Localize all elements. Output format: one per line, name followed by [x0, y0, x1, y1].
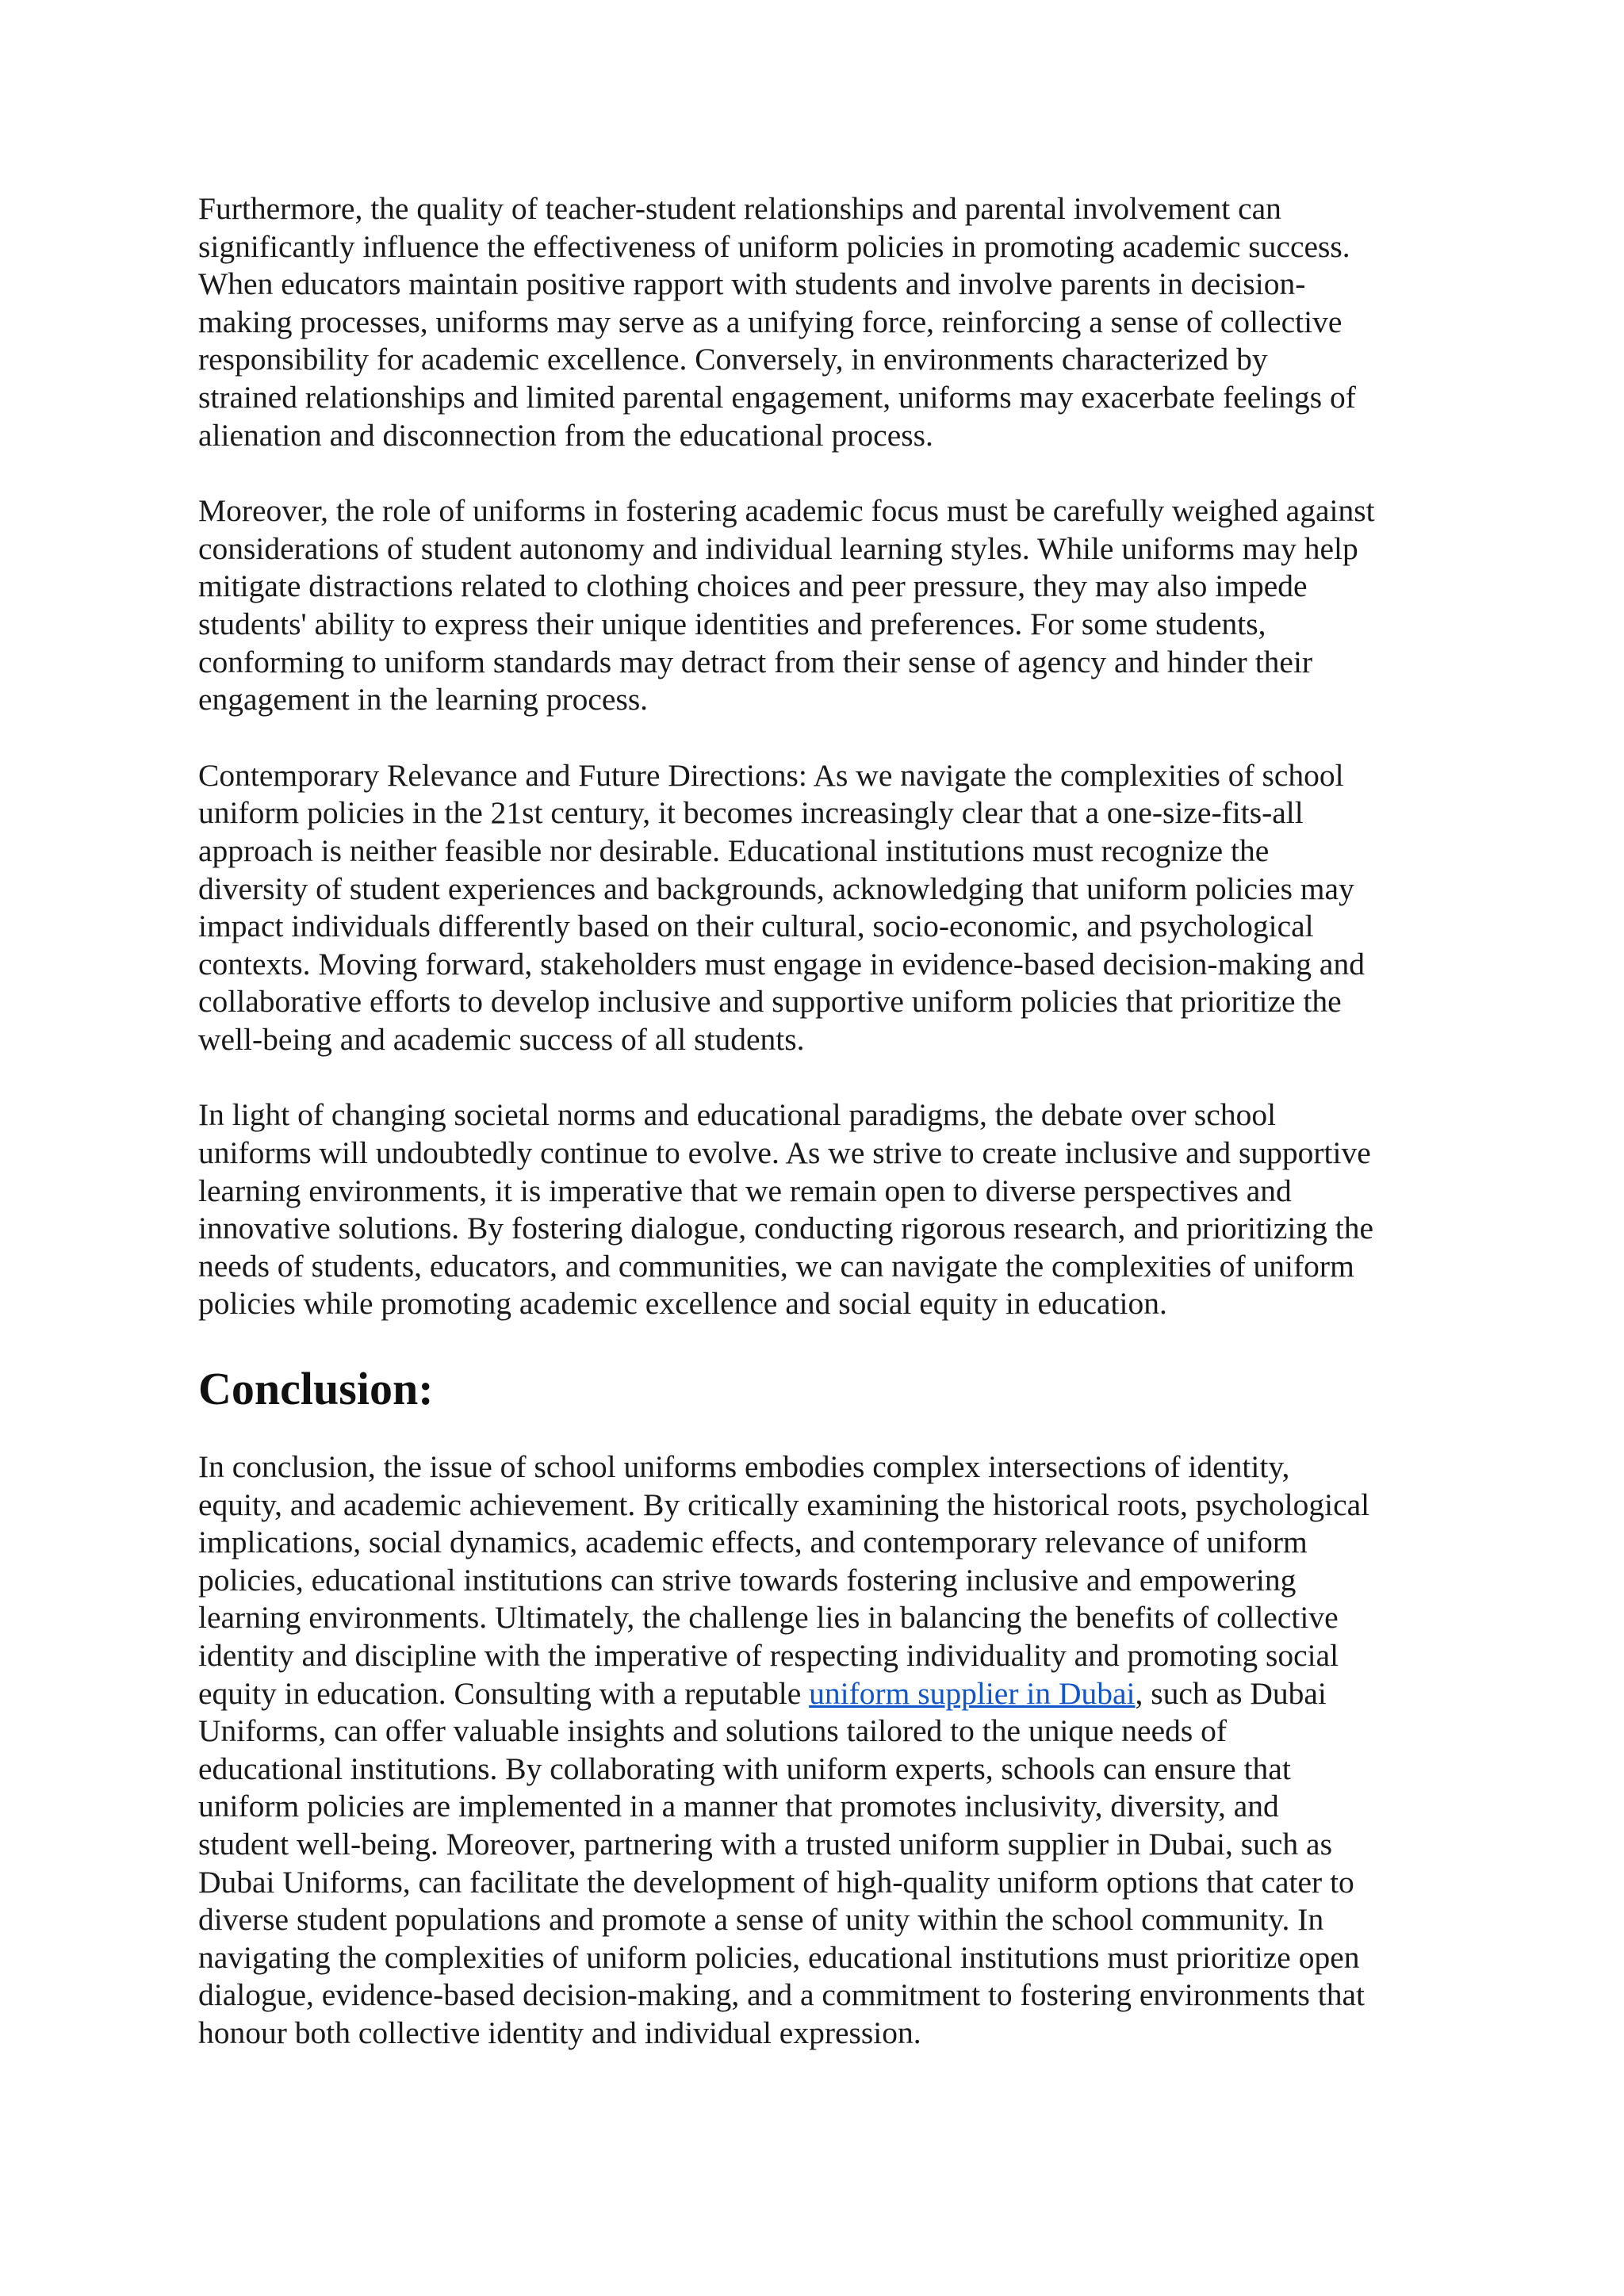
uniform-supplier-link[interactable]: uniform supplier in Dubai	[809, 1675, 1136, 1711]
paragraph-changing-norms: In light of changing societal norms and educational paradigms, the debate over school uniforms will undoubtedly continue to evolve. As we strive to create inclusive and supportive learning environments, it is imperative that we remain open to diverse perspectives and innovative solutions. By fostering dialogue, conducting rigorous research, and prioritizing the needs of students, educators, and communities, we can navigate the complexities of uniform policies while promoting academic excellence and social equity in education.	[198, 1097, 1374, 1322]
conclusion-paragraph	[198, 1448, 1451, 2053]
paragraph-academic-focus: Moreover, the role of uniforms in fostering academic focus must be carefully weighed against considerations of student autonomy and individual learning styles. While uniforms may help mitigate distractions related to clothing choices and peer pressure, they may also impede students' ability to express their unique identities and preferences. For some students, conforming to uniform standards may detract from their sense of agency and hinder their engagement in the learning process.	[198, 493, 1375, 718]
conclusion-text-after-link: , such as Dubai Uniforms, can offer valuable insights and solutions tailored to the unique needs of educational institutions. By collaborating with uniform experts, schools can ensure that uniform policies are implemented in a manner that promotes inclusivity, diversity, and student well-being. Moreover, partnering with a trusted uniform supplier in Dubai, such as Dubai Uniforms, can facilitate the development of high-quality uniform options that cater to diverse student populations and promote a sense of unity within the school community. In navigating the complexities of uniform policies, educational institutions must prioritize open dialogue, evidence-based decision-making, and a commitment to fostering environments that honour both collective identity and individual expression.	[198, 1675, 1365, 2050]
paragraph-teacher-student-relationships: Furthermore, the quality of teacher-student relationships and parental involvement can significantly influence the effectiveness of uniform policies in promoting academic success. When educators maintain positive rapport with students and involve parents in decision- making processes, uniforms may serve as a unifying force, reinforcing a sense of collective responsibility for academic excellence. Conversely, in environments characterized by strained relationships and limited parental engagement, uniforms may exacerbate feelings of alienation and disconnection from the educational process.	[198, 191, 1356, 453]
conclusion-heading: Conclusion:	[198, 1363, 434, 1415]
paragraph-contemporary-relevance: Contemporary Relevance and Future Directions: As we navigate the complexities of school uniform policies in the 21st century, it becomes increasingly clear that a one-size-fits-all approach is neither feasible nor desirable. Educational institutions must recognize the diversity of student experiences and backgrounds, acknowledging that uniform policies may impact individuals differently based on their cultural, socio-economic, and psychological contexts. Moving forward, stakeholders must engage in evidence-based decision-making and collaborative efforts to develop inclusive and supportive uniform policies that prioritize the well-being and academic success of all students.	[198, 757, 1365, 1057]
document-body	[198, 190, 1451, 2091]
conclusion-text-before-link: In conclusion, the issue of school uniforms embodies complex intersections of identity, equity, and academic achievement. By critically examining the historical roots, psychological implications, social dynamics, academic effects, and contemporary relevance of uniform policies, educational institutions can strive towards fostering inclusive and empowering learning environments. Ultimately, the challenge lies in balancing the benefits of collective identity and discipline with the imperative of respecting individuality and promoting social equity in education. Consulting with a reputable	[198, 1449, 1370, 1711]
